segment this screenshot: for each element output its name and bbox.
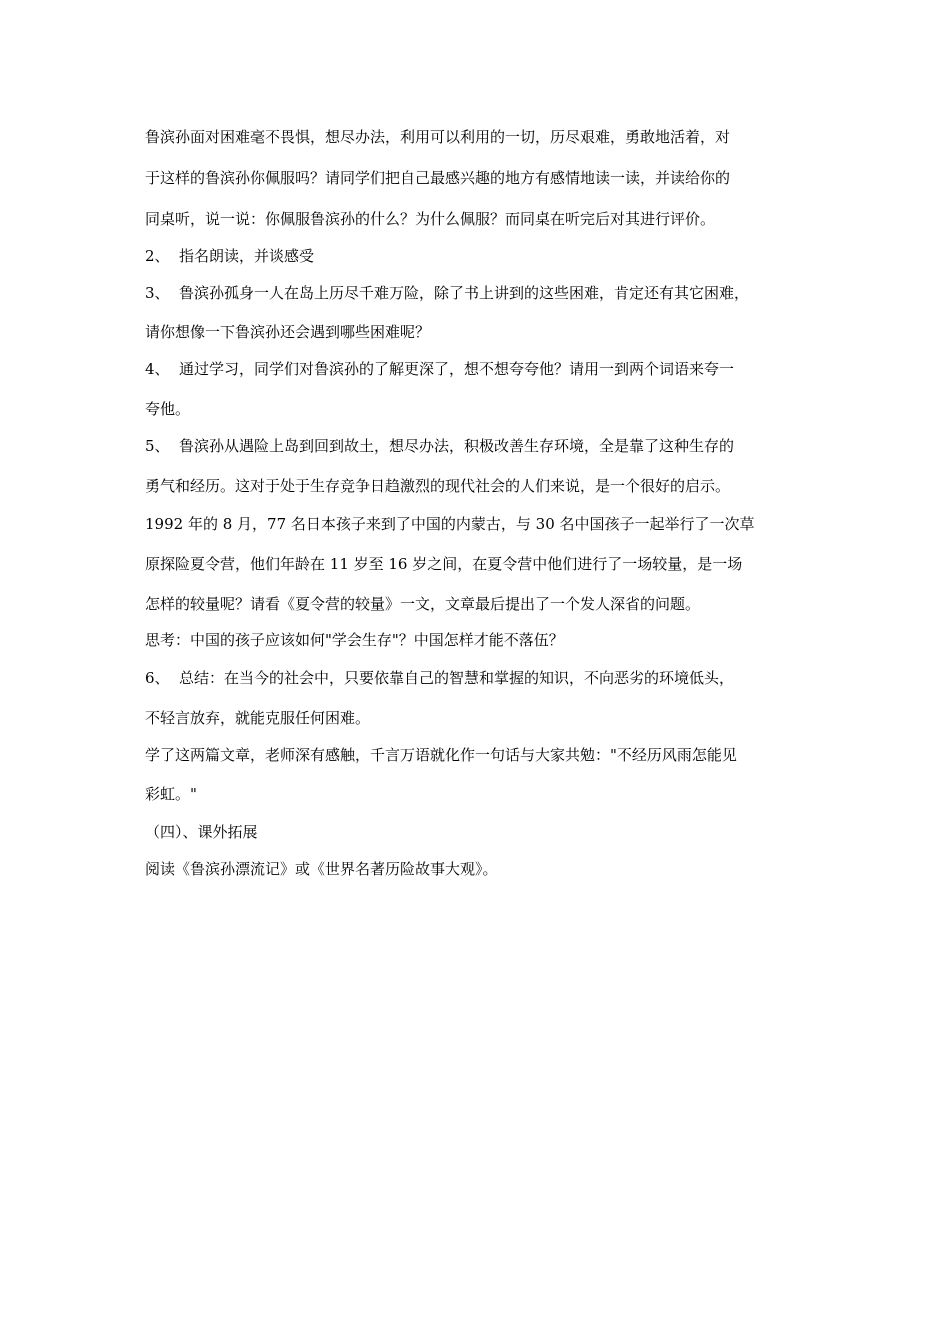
- paragraph-line: [145, 708, 370, 728]
- line-text: 阅读《鲁滨孙漂流记》或《世界名著历险故事大观》。: [145, 860, 498, 878]
- paragraph-line: [145, 127, 730, 147]
- list-item-5: [145, 436, 734, 456]
- paragraph-line: [145, 554, 742, 574]
- line-text: 鲁滨孙孤身一人在岛上历尽千难万险，除了书上讲到的这些困难，肯定还有其它困难，: [179, 284, 750, 302]
- paragraph-line: [145, 209, 715, 229]
- paragraph-line: [145, 784, 197, 804]
- paragraph-line: [145, 168, 730, 188]
- line-text: 总结：在当今的社会中，只要依靠自己的智慧和掌握的知识，不向恶劣的环境低头，: [179, 669, 735, 687]
- paragraph-line: [145, 476, 730, 496]
- line-text: 勇气和经历。这对于处于生存竞争日趋激烈的现代社会的人们来说，是一个很好的启示。: [145, 477, 731, 495]
- section-heading: [145, 822, 258, 842]
- line-text: 学了这两篇文章，老师深有感触，千言万语就化作一句话与大家共勉："不经历风雨怎能见: [145, 746, 737, 764]
- list-item-3: [145, 283, 749, 303]
- line-text: 原探险夏令营，他们年龄在 11 岁至 16 岁之间，在夏令营中他们进行了一场较量，是一场: [145, 555, 743, 573]
- line-text: 夸他。: [145, 400, 191, 418]
- line-text: 思考：中国的孩子应该如何"学会生存"？中国怎样才能不落伍？: [145, 631, 564, 649]
- paragraph-line: [145, 399, 190, 419]
- line-text: 1992 年的 8 月，77 名日本孩子来到了中国的内蒙古，与 30 名中国孩子一起举行了一次草: [145, 515, 755, 533]
- line-text: 同桌听，说一说：你佩服鲁滨孙的什么？为什么佩服？而同桌在听完后对其进行评价。: [145, 210, 716, 228]
- paragraph-line: [145, 514, 755, 534]
- paragraph-line: [145, 859, 498, 879]
- list-item-2: [145, 246, 314, 266]
- paragraph-line: [145, 594, 700, 614]
- line-text: 于这样的鲁滨孙你佩服吗？请同学们把自己最感兴趣的地方有感情地读一读，并读给你的: [145, 169, 731, 187]
- paragraph-line: [145, 630, 564, 650]
- line-text: （四）、课外拓展: [145, 823, 258, 841]
- list-number: 2、: [145, 247, 170, 265]
- line-text: 通过学习，同学们对鲁滨孙的了解更深了，想不想夸夸他？请用一到两个词语来夸一: [179, 360, 735, 378]
- list-number: 4、: [145, 360, 170, 378]
- paragraph-line: [145, 745, 737, 765]
- line-text: 不轻言放弃，就能克服任何困难。: [145, 709, 371, 727]
- list-number: 5、: [145, 437, 170, 455]
- line-text: 指名朗读，并谈感受: [179, 247, 315, 265]
- line-text: 鲁滨孙面对困难毫不畏惧，想尽办法，利用可以利用的一切，历尽艰难，勇敢地活着，对: [145, 128, 731, 146]
- list-number: 3、: [145, 284, 170, 302]
- list-item-4: [145, 359, 734, 379]
- line-text: 怎样的较量呢？请看《夏令营的较量》一文，文章最后提出了一个发人深省的问题。: [145, 595, 701, 613]
- line-text: 彩虹。": [145, 785, 197, 803]
- paragraph-line: [145, 322, 430, 342]
- line-text: 请你想像一下鲁滨孙还会遇到哪些困难呢？: [145, 323, 431, 341]
- list-item-6: [145, 668, 734, 688]
- list-number: 6、: [145, 669, 170, 687]
- line-text: 鲁滨孙从遇险上岛到回到故土，想尽办法，积极改善生存环境，全是靠了这种生存的: [179, 437, 735, 455]
